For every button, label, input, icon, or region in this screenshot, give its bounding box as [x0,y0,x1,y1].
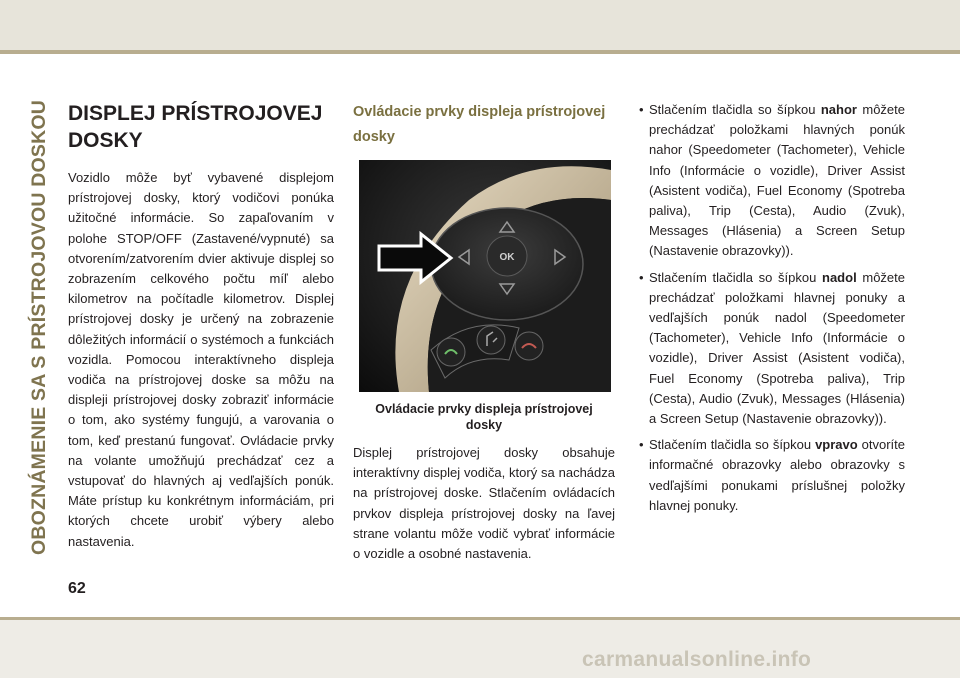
list-item [637,100,905,262]
page-number: 62 [68,580,86,597]
list-item [637,268,905,430]
header-band [0,0,960,54]
list-item-text: otvoríte informačné obrazovky alebo obrazovky s vedľajšími ponukami príslušnej položky hlavnej ponuky. [649,437,905,513]
keyword-up: nahor [820,102,857,117]
intro-paragraph: Vozidlo môže byť vybavené displejom prístrojovej dosky, ktorý vodičovi ponúka užitočné informácie. So zapaľovaním v polohe STOP/OFF (Zastavené/vypnuté) sa otvorením/zatvorením dvier aktivuje displej so zobrazením celkového počtu míľ alebo kilometrov na počítadle kilometrov. Displej prístrojovej dosky je určený na zobrazenie dôležitých informácií o systémoch a funkciách vozidla. Pomocou interaktívneho displeja vodiča na prístrojovej doske sa môžu na displeji prístrojovej dosky zobraziť informácie o tom, ako systémy fungujú, a varovania o tom, keď prestanú fungovať. Ovládacie prvky na volante umožňujú prechádzať cez a vstupovať do hlavných aj vedľajších ponúk. Máte prístup ku konkrétnym informáciám, pri ktorých chcete urobiť výbery alebo nastavenia. [68,170,334,549]
footer-band [0,617,960,678]
left-column [68,100,334,552]
keyword-down: nadol [822,269,857,285]
steering-wheel-image [359,160,611,392]
side-tab-label: OBOZNÁMENIE SA S PRÍSTROJOVOU DOSKOU [28,99,51,555]
ok-button-label: OK [499,252,515,263]
keyword-right: vpravo [815,437,858,453]
list-item-text: Stlačením tlačidla so šípkou [649,437,816,453]
footer-stripe [0,617,960,620]
hangup-button[interactable] [515,332,543,360]
arrow-button-list [637,100,905,516]
voice-button[interactable] [437,338,465,366]
subsection-heading: Ovládacie prvky displeja prístrojovej dosky [353,104,606,145]
side-tab [28,99,52,555]
list-item-text: môžete prechádzať položkami hlavných ponúk nahor (Speedometer (Tachometer), Vehicle Info (Informácie o vozidle), Driver Assist (Asistent vodiča), Fuel Economy (Spotreba paliva), Trip (Cesta), Audio (Zvuk), Messages (Hlásenia) a Screen Setup (Nastavenie obrazovky)). [649,102,906,259]
list-item-text: Stlačením tlačidla so šípkou [649,102,821,117]
list-item [637,435,905,516]
voice-command-button[interactable] [477,326,505,354]
right-column [637,100,905,522]
steering-wheel-controls-figure [359,160,611,392]
section-title: DISPLEJ PRÍSTROJOVEJ DOSKY [68,102,323,152]
header-stripe [0,50,960,54]
list-item-text: Stlačením tlačidla so šípkou [649,269,823,285]
figure-caption: Ovládacie prvky displeja prístrojovej dosky [375,402,593,432]
watermark: carmanualsonline.info [582,648,812,671]
list-item-text: môžete prechádzať položkami hlavnej ponuky a vedľajších ponúk nadol (Speedometer (Tachometer), Vehicle Info (Informácie o vozidle), Driver Assist (Asistent vodiča), Fuel Economy (Spotreba paliva), Trip (Cesta), Audio (Zvuk), Messages (Hlásenia) a Screen Setup (Nastavenie obrazovky)). [649,269,905,427]
middle-column [353,100,615,564]
controls-paragraph: Displej prístrojovej dosky obsahuje interaktívny displej vodiča, ktorý sa nachádza na prístrojovej doske. Stlačením ovládacích prvkov displeja prístrojovej dosky na ľavej strane volantu môže vodič vybrať informácie o vozidle a osobné nastavenia. [353,445,615,562]
